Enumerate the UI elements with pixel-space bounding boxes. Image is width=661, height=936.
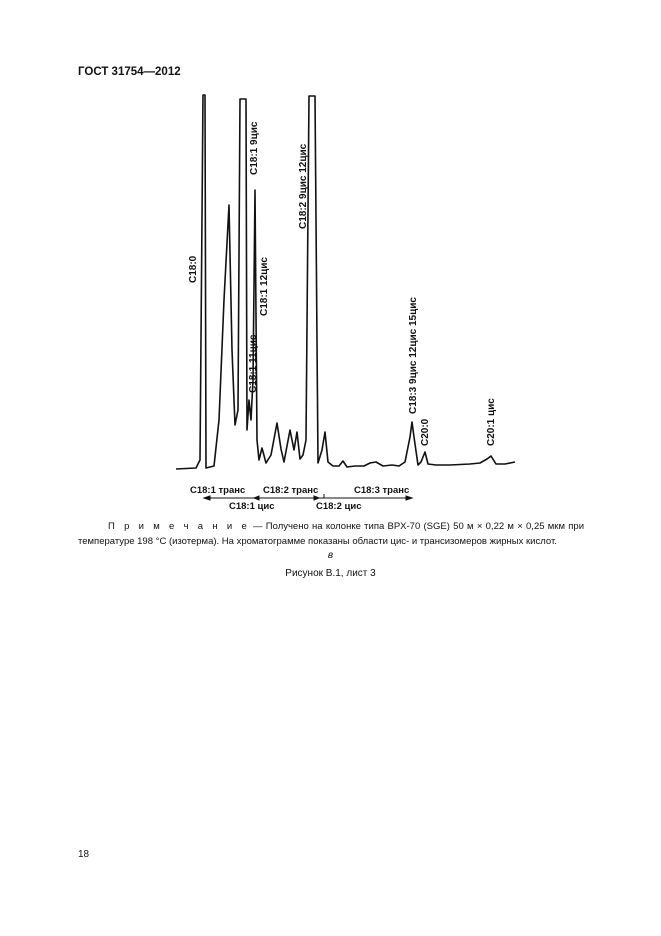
note-paragraph xyxy=(78,519,584,549)
region-label-c18-2-trans: C18:2 транс xyxy=(263,485,319,496)
peak-label-c18-1-9cis: C18:1 9цис xyxy=(249,121,260,175)
peak-label-c18-2-9cis-12cis: C18:2 9цис 12цис xyxy=(298,143,309,229)
region-label-c18-1-cis: C18:1 цис xyxy=(229,501,275,512)
figure-caption: Рисунок В.1, лист 3 xyxy=(285,568,376,579)
peak-label-c18-1-11cis: C18:1 11цис xyxy=(248,334,259,393)
region-label-c18-2-cis: C18:2 цис xyxy=(316,501,362,512)
page-number: 18 xyxy=(78,849,90,860)
region-label-c18-1-trans: C18:1 транс xyxy=(190,485,246,496)
peak-label-c18-3: C18:3 9цис 12цис 15цис xyxy=(408,297,419,414)
region-label-c18-3-trans: C18:3 транс xyxy=(354,485,410,496)
figure-sub-letter: в xyxy=(327,550,334,561)
chromatogram-trace xyxy=(176,95,515,469)
peak-label-c18-0: C18:0 xyxy=(188,255,199,283)
note-text: — Получено на колонке типа BPX-70 (SGE) 50 м × 0,22 м × 0,25 мкм при температуре 198 °С (изотерма). На хроматограмме показаны области цис- и трансизомеров жирных кислот. xyxy=(78,521,585,547)
peak-label-c18-1-12cis: C18:1 12цис xyxy=(259,257,270,316)
peak-label-c20-1-cis: C20:1 цис xyxy=(486,398,497,446)
note-prefix: П р и м е ч а н и е xyxy=(108,521,250,532)
document-title: ГОСТ 31754—2012 xyxy=(78,66,181,78)
peak-label-c20-0: C20:0 xyxy=(420,418,431,446)
